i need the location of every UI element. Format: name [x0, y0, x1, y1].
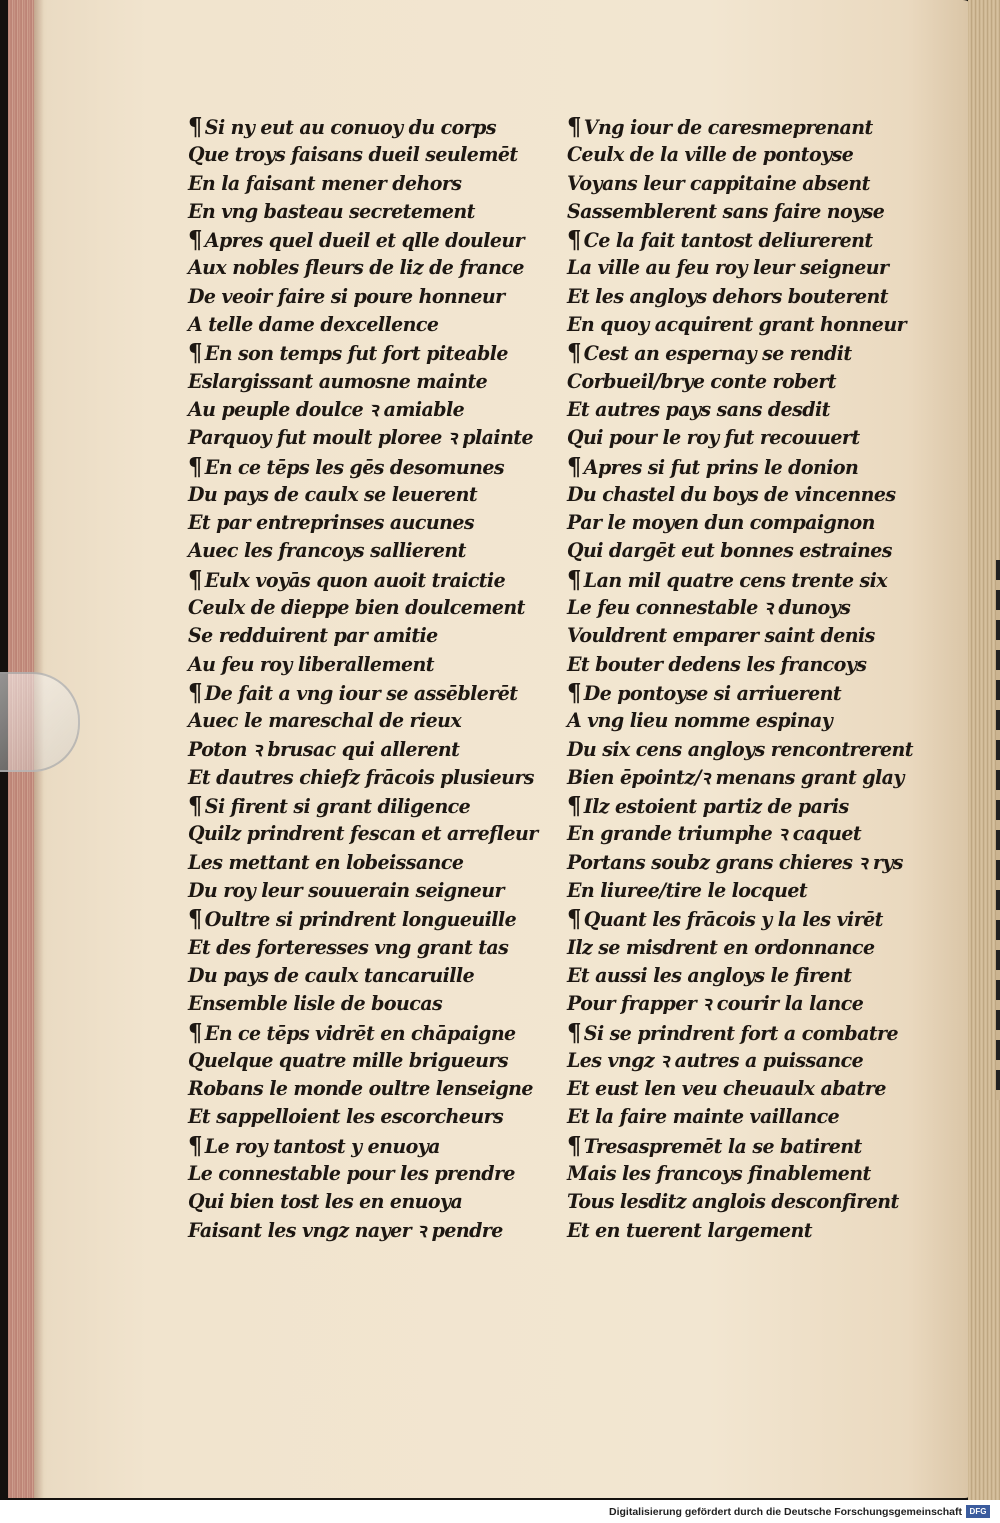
- verse-text: Ceulx de dieppe bien doulcement: [188, 595, 525, 620]
- pilcrow-mark: ¶: [188, 112, 202, 141]
- verse-line: [567, 452, 919, 480]
- pilcrow-mark: ¶: [567, 225, 581, 255]
- verse-line: [567, 1131, 919, 1159]
- verse-line: [567, 338, 919, 366]
- verse-text: Bien ēpointz/ꝛ menans grant glay: [567, 764, 904, 789]
- pilcrow-mark: ¶: [567, 791, 581, 821]
- verse-text: Et par entreprinses aucunes: [188, 510, 475, 535]
- funding-credit: Digitalisierung gefördert durch die Deutsche Forschungsgemeinschaft: [609, 1506, 962, 1518]
- pilcrow-mark: ¶: [188, 677, 202, 707]
- verse-line: [188, 169, 540, 197]
- verse-line: [567, 1216, 919, 1244]
- verse-text: Qui bien tost les en enuoya: [188, 1189, 463, 1214]
- verse-line: [567, 735, 919, 763]
- verse-text: Poton ꝛ brusac qui allerent: [188, 736, 460, 761]
- verse-line: [188, 367, 540, 395]
- verse-line: [567, 706, 919, 734]
- verse-line: [188, 678, 540, 706]
- verse-text: Et les angloys dehors bouterent: [567, 283, 888, 308]
- verse-line: [188, 282, 540, 310]
- verse-line: [188, 1074, 540, 1102]
- verse-text: De fait a vng iour se assēblerēt: [204, 680, 518, 705]
- right-text-column: [567, 112, 937, 1244]
- verse-line: [567, 112, 919, 140]
- verse-line: [188, 1046, 540, 1074]
- verse-text: Et aussi les angloys le firent: [567, 962, 852, 987]
- verse-text: Pour frapper ꝛ courir la lance: [567, 991, 864, 1016]
- verse-text: Au peuple doulce ꝛ amiable: [188, 396, 465, 421]
- verse-line: [188, 1159, 540, 1187]
- verse-line: [567, 678, 919, 706]
- verse-line: [188, 197, 540, 225]
- verse-text: Ilz se misdrent en ordonnance: [567, 934, 875, 959]
- verse-line: [188, 423, 540, 451]
- verse-line: [567, 1187, 919, 1215]
- verse-line: [567, 1159, 919, 1187]
- verse-text: La ville au feu roy leur seigneur: [567, 255, 889, 280]
- verse-line: [188, 338, 540, 366]
- verse-line: [188, 904, 540, 932]
- pilcrow-mark: ¶: [188, 564, 202, 594]
- verse-line: [188, 508, 540, 536]
- verse-line: [188, 848, 540, 876]
- verse-text: Le feu connestable ꝛ dunoys: [567, 595, 851, 620]
- pilcrow-mark: ¶: [188, 451, 202, 481]
- verse-text: Que troys faisans dueil seulemēt: [188, 142, 518, 167]
- dfg-logo: DFG: [966, 1505, 990, 1518]
- verse-text: Le connestable pour les prendre: [188, 1160, 515, 1185]
- verse-text: Aux nobles fleurs de liz de france: [188, 255, 524, 280]
- verse-text: Si se prindrent fort a combatre: [583, 1020, 898, 1045]
- verse-text: Auec les francoys sallierent: [188, 538, 466, 563]
- verse-line: [188, 621, 540, 649]
- verse-text: Et bouter dedens les francoys: [567, 651, 867, 676]
- verse-text: Cest an espernay se rendit: [583, 341, 852, 366]
- verse-text: Ensemble lisle de boucas: [188, 991, 443, 1016]
- verse-text: Qui pour le roy fut recouuert: [567, 425, 860, 450]
- verse-text: Et sappelloient les escorcheurs: [188, 1104, 504, 1129]
- pilcrow-mark: ¶: [188, 225, 202, 255]
- verse-text: Voyans leur cappitaine absent: [567, 170, 870, 195]
- verse-line: [567, 819, 919, 847]
- verse-text: Vouldrent emparer saint denis: [567, 623, 875, 648]
- footer-bar: [0, 1500, 1000, 1523]
- verse-text: Et autres pays sans desdit: [567, 396, 830, 421]
- verse-line: [567, 621, 919, 649]
- pilcrow-mark: ¶: [188, 1130, 202, 1160]
- verse-text: En quoy acquirent grant honneur: [567, 312, 907, 337]
- verse-line: [188, 112, 540, 140]
- verse-text: Le roy tantost y enuoya: [204, 1133, 440, 1158]
- verse-line: [567, 904, 919, 932]
- verse-line: [188, 876, 540, 904]
- pilcrow-mark: ¶: [188, 338, 202, 368]
- pilcrow-mark: ¶: [567, 677, 581, 707]
- verse-line: [567, 565, 919, 593]
- verse-line: [567, 282, 919, 310]
- verse-line: [188, 819, 540, 847]
- verse-line: [567, 763, 919, 791]
- pilcrow-mark: ¶: [567, 904, 581, 934]
- pilcrow-mark: ¶: [188, 904, 202, 934]
- verse-text: Du pays de caulx se leuerent: [188, 481, 478, 506]
- verse-line: [567, 395, 919, 423]
- verse-text: Par le moyen dun compaignon: [567, 510, 875, 535]
- verse-text: En vng basteau secretement: [188, 198, 475, 223]
- verse-text: Et eust len veu cheuaulx abatre: [567, 1076, 886, 1101]
- verse-line: [188, 452, 540, 480]
- verse-text: Parquoy fut moult ploree ꝛ plainte: [188, 425, 534, 450]
- right-page-stack: [968, 0, 1000, 1500]
- verse-text: Corbueil/brye conte robert: [567, 368, 836, 393]
- verse-line: [188, 480, 540, 508]
- verse-line: [567, 253, 919, 281]
- verse-text: Faisant les vngz nayer ꝛ pendre: [188, 1217, 503, 1242]
- verse-line: [567, 197, 919, 225]
- verse-line: [567, 367, 919, 395]
- verse-line: [567, 423, 919, 451]
- verse-text: Tresaspremēt la se batirent: [583, 1133, 862, 1158]
- verse-text: Et dautres chiefz frācois plusieurs: [188, 764, 534, 789]
- verse-line: [188, 395, 540, 423]
- verse-text: Du pays de caulx tancaruille: [188, 962, 475, 987]
- verse-line: [567, 1018, 919, 1046]
- verse-text: Se redduirent par amitie: [188, 623, 438, 648]
- verse-line: [188, 1216, 540, 1244]
- verse-line: [188, 989, 540, 1017]
- verse-line: [567, 933, 919, 961]
- verse-line: [188, 706, 540, 734]
- verse-text: Sassemblerent sans faire noyse: [567, 198, 885, 223]
- verse-line: [567, 876, 919, 904]
- verse-line: [567, 593, 919, 621]
- verse-line: [188, 735, 540, 763]
- verse-text: Apres quel dueil et qlle douleur: [204, 228, 525, 253]
- verse-line: [188, 791, 540, 819]
- verse-line: [188, 1131, 540, 1159]
- verse-text: Apres si fut prins le donion: [583, 454, 859, 479]
- verse-line: [567, 508, 919, 536]
- verse-line: [567, 650, 919, 678]
- verse-text: Mais les francoys finablement: [567, 1160, 871, 1185]
- verse-line: [188, 933, 540, 961]
- left-text-column: [188, 112, 558, 1244]
- verse-text: Ilz estoient partiz de paris: [583, 794, 849, 819]
- verse-text: Ceulx de la ville de pontoyse: [567, 142, 854, 167]
- verse-text: A telle dame dexcellence: [188, 312, 439, 337]
- verse-text: Et des forteresses vng grant tas: [188, 934, 509, 959]
- verse-text: Ce la fait tantost deliurerent: [583, 228, 873, 253]
- verse-line: [567, 536, 919, 564]
- verse-text: Du roy leur souuerain seigneur: [188, 878, 504, 903]
- verse-line: [567, 961, 919, 989]
- verse-line: [567, 1074, 919, 1102]
- verse-text: De pontoyse si arriuerent: [583, 680, 842, 705]
- verse-text: Eulx voyās quon auoit traictie: [204, 567, 506, 592]
- verse-line: [567, 848, 919, 876]
- verse-text: Qui dargēt eut bonnes estraines: [567, 538, 892, 563]
- verse-text: Et la faire mainte vaillance: [567, 1104, 840, 1129]
- verse-text: Oultre si prindrent longueuille: [204, 907, 517, 932]
- verse-line: [188, 593, 540, 621]
- verse-text: Quelque quatre mille brigueurs: [188, 1047, 508, 1072]
- verse-line: [188, 1187, 540, 1215]
- verse-line: [567, 1102, 919, 1130]
- verse-line: [567, 310, 919, 338]
- verse-text: De veoir faire si poure honneur: [188, 283, 505, 308]
- verse-text: Du six cens angloys rencontrerent: [567, 736, 913, 761]
- verse-line: [188, 1018, 540, 1046]
- verse-line: [188, 763, 540, 791]
- pilcrow-mark: ¶: [567, 451, 581, 481]
- verse-line: [188, 1102, 540, 1130]
- verse-text: En liuree/tire le locquet: [567, 878, 808, 903]
- verse-line: [188, 310, 540, 338]
- verse-text: En son temps fut fort piteable: [204, 341, 508, 366]
- pilcrow-mark: ¶: [188, 1017, 202, 1047]
- pilcrow-mark: ¶: [567, 564, 581, 594]
- verse-line: [567, 1046, 919, 1074]
- pilcrow-mark: ¶: [567, 338, 581, 368]
- verse-text: Tous lesditz anglois desconfirent: [567, 1189, 899, 1214]
- verse-text: En grande triumphe ꝛ caquet: [567, 821, 862, 846]
- verse-text: Les mettant en lobeissance: [188, 849, 464, 874]
- verse-line: [188, 565, 540, 593]
- verse-text: En ce tēps les gēs desomunes: [204, 454, 505, 479]
- verse-text: Et en tuerent largement: [567, 1217, 812, 1242]
- verse-text: Auec le mareschal de rieux: [188, 708, 462, 733]
- pilcrow-mark: ¶: [567, 1017, 581, 1047]
- pilcrow-mark: ¶: [567, 112, 581, 141]
- verse-text: Du chastel du boys de vincennes: [567, 481, 896, 506]
- verse-text: Portans soubz grans chieres ꝛ rys: [567, 849, 903, 874]
- verse-text: En la faisant mener dehors: [188, 170, 462, 195]
- verse-line: [188, 536, 540, 564]
- verse-text: Vng iour de caresmeprenant: [583, 115, 873, 139]
- verse-line: [567, 989, 919, 1017]
- verse-text: Si ny eut au conuoy du corps: [204, 115, 497, 139]
- verse-text: En ce tēps vidrēt en chāpaigne: [204, 1020, 516, 1045]
- verse-text: A vng lieu nomme espinay: [567, 708, 833, 733]
- verse-line: [188, 140, 540, 168]
- verse-line: [567, 140, 919, 168]
- verse-line: [567, 480, 919, 508]
- verse-text: Si firent si grant diligence: [204, 794, 471, 819]
- verse-line: [567, 225, 919, 253]
- verse-line: [567, 791, 919, 819]
- verse-line: [188, 225, 540, 253]
- verse-line: [567, 169, 919, 197]
- verse-text: Quilz prindrent fescan et arrefleur: [188, 821, 538, 846]
- verse-text: Robans le monde oultre lenseigne: [188, 1076, 533, 1101]
- verse-line: [188, 650, 540, 678]
- pilcrow-mark: ¶: [188, 791, 202, 821]
- verse-text: Eslargissant aumosne mainte: [188, 368, 488, 393]
- verse-line: [188, 961, 540, 989]
- pilcrow-mark: ¶: [567, 1130, 581, 1160]
- verse-line: [188, 253, 540, 281]
- verse-text: Lan mil quatre cens trente six: [583, 567, 888, 592]
- verse-text: Au feu roy liberallement: [188, 651, 434, 676]
- verse-text: Les vngz ꝛ autres a puissance: [567, 1047, 864, 1072]
- verse-text: Quant les frācois y la les virēt: [583, 907, 883, 932]
